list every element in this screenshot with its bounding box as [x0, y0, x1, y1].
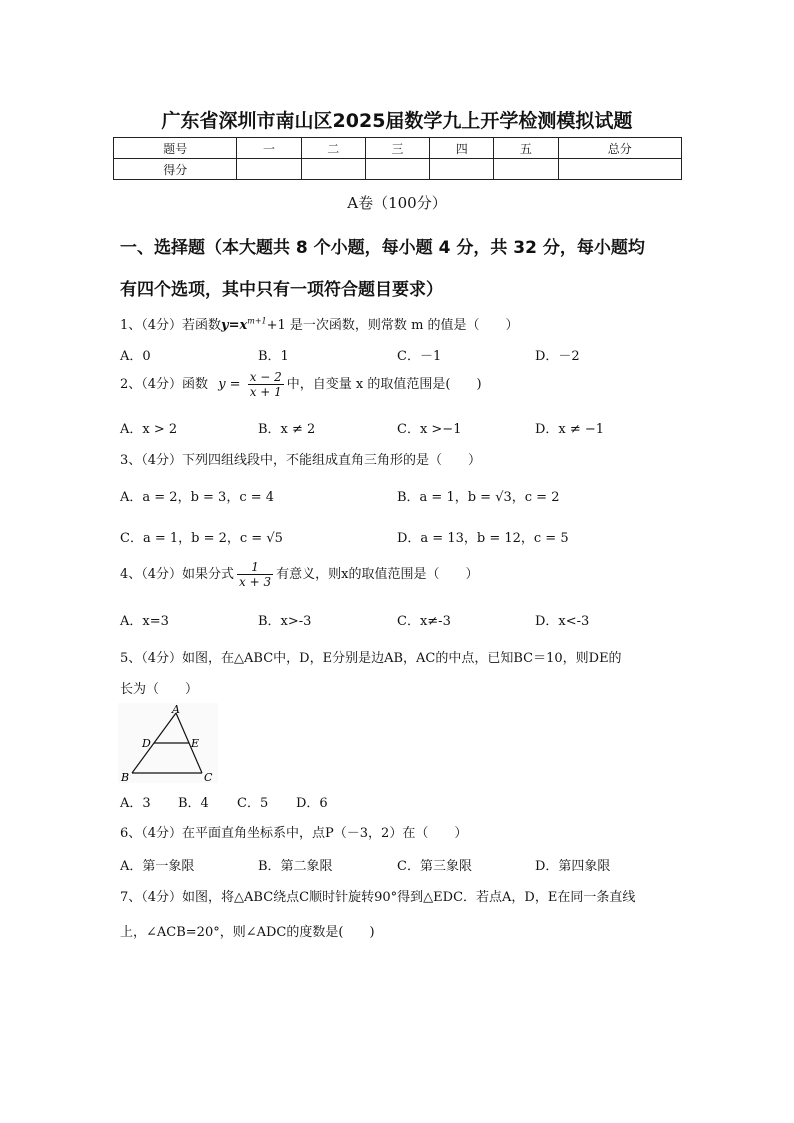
question-5-line2: 长为（ ）	[120, 682, 199, 697]
q3-option-b: B．a = 1，b = √3，c = 2	[397, 490, 560, 505]
q1-option-d: D．－2	[535, 349, 580, 364]
section-heading-line1: 一、选择题（本大题共 8 个小题，每小题 4 分，共 32 分，每小题均	[120, 238, 645, 258]
vertex-label-e: E	[191, 737, 200, 750]
question-1: 1、（4分）若函数$y=x^{m+1}+1$ 是一次函数，则常数 m 的值是（ ）	[120, 316, 519, 333]
score-header-cell: 三	[365, 138, 429, 159]
score-header-cell: 五	[494, 138, 558, 159]
q5-option-a: A．3	[120, 796, 151, 811]
score-header-cell: 题号	[114, 138, 237, 159]
score-header-cell: 二	[301, 138, 365, 159]
exam-title: 广东省深圳市南山区2025届数学九上开学检测模拟试题	[161, 110, 633, 132]
score-cell	[301, 159, 365, 180]
question-3: 3、（4分）下列四组线段中，不能组成直角三角形的是（ ）	[120, 453, 482, 468]
q2-option-c: C．x >−1	[397, 422, 462, 437]
q2-option-a: A．x > 2	[120, 422, 178, 437]
q2-option-b: B．x ≠ 2	[258, 422, 316, 437]
q6-option-b: B．第二象限	[258, 859, 333, 874]
q4-fraction: $\frac{1}{x + 3}$	[239, 560, 272, 589]
q4-option-c: C．x≠-3	[397, 614, 451, 629]
question-4: 4、（4分）如果分式 $\frac{1}{x + 3}$ 有意义，则x的取值范围是（ ）	[120, 560, 479, 589]
score-header-cell: 一	[237, 138, 301, 159]
score-cell	[494, 159, 558, 180]
q1-option-a: A．0	[120, 349, 151, 364]
q4-option-a: A．x=3	[120, 614, 169, 629]
q5-option-b: B．4	[178, 796, 209, 811]
vertex-label-b: B	[121, 771, 130, 783]
q3-option-d: D．a = 13，b = 12，c = 5	[397, 531, 569, 546]
question-5-line1: 5、（4分）如图，在△ABC中，D，E分别是边AB，AC的中点，已知BC＝10，则DE的	[120, 651, 622, 666]
score-cell	[558, 159, 681, 180]
score-cell	[430, 159, 494, 180]
score-cell	[237, 159, 301, 180]
q5-option-d: D．6	[296, 796, 328, 811]
question-6: 6、（4分）在平面直角坐标系中，点P（－3，2）在（ ）	[120, 826, 468, 841]
score-header-cell: 总分	[558, 138, 681, 159]
q4-option-b: B．x>-3	[258, 614, 312, 629]
q6-option-d: D．第四象限	[535, 859, 611, 874]
score-table-header-row	[114, 138, 682, 159]
q6-option-a: A．第一象限	[120, 859, 195, 874]
vertex-label-a: A	[172, 703, 180, 716]
q5-option-c: C．5	[237, 796, 269, 811]
q3-option-a: A．a = 2，b = 3，c = 4	[120, 490, 275, 505]
question-7-line2: 上，∠ACB=20°，则∠ADC的度数是( )	[120, 925, 375, 940]
score-row-label: 得分	[114, 159, 237, 180]
q1-option-b: B．1	[258, 349, 289, 364]
score-header-cell: 四	[430, 138, 494, 159]
q2-fraction: $\frac{x - 2}{x + 1}$	[249, 370, 282, 399]
q1-option-c: C．－1	[397, 349, 442, 364]
score-table-score-row	[114, 159, 682, 180]
score-table	[113, 137, 682, 180]
section-heading-line2: 有四个选项，其中只有一项符合题目要求）	[120, 280, 443, 300]
vertex-label-c: C	[204, 771, 213, 783]
score-cell	[365, 159, 429, 180]
triangle-figure	[118, 703, 218, 783]
question-2: 2、（4分）函数 y = $\frac{x - 2}{x + 1}$ 中，自变量 x 的取值范围是( )	[120, 370, 482, 399]
vertex-label-d: D	[142, 737, 151, 750]
q4-option-d: D．x<-3	[535, 614, 590, 629]
section-subtitle: A卷（100分）	[347, 194, 447, 212]
question-7-line1: 7、（4分）如图，将△ABC绕点C顺时针旋转90°得到△EDC．若点A，D，E在同一条直线	[120, 890, 636, 905]
q6-option-c: C．第三象限	[397, 859, 472, 874]
q3-option-c: C．a = 1，b = 2，c = √5	[120, 531, 283, 546]
q2-option-d: D．x ≠ −1	[535, 422, 605, 437]
